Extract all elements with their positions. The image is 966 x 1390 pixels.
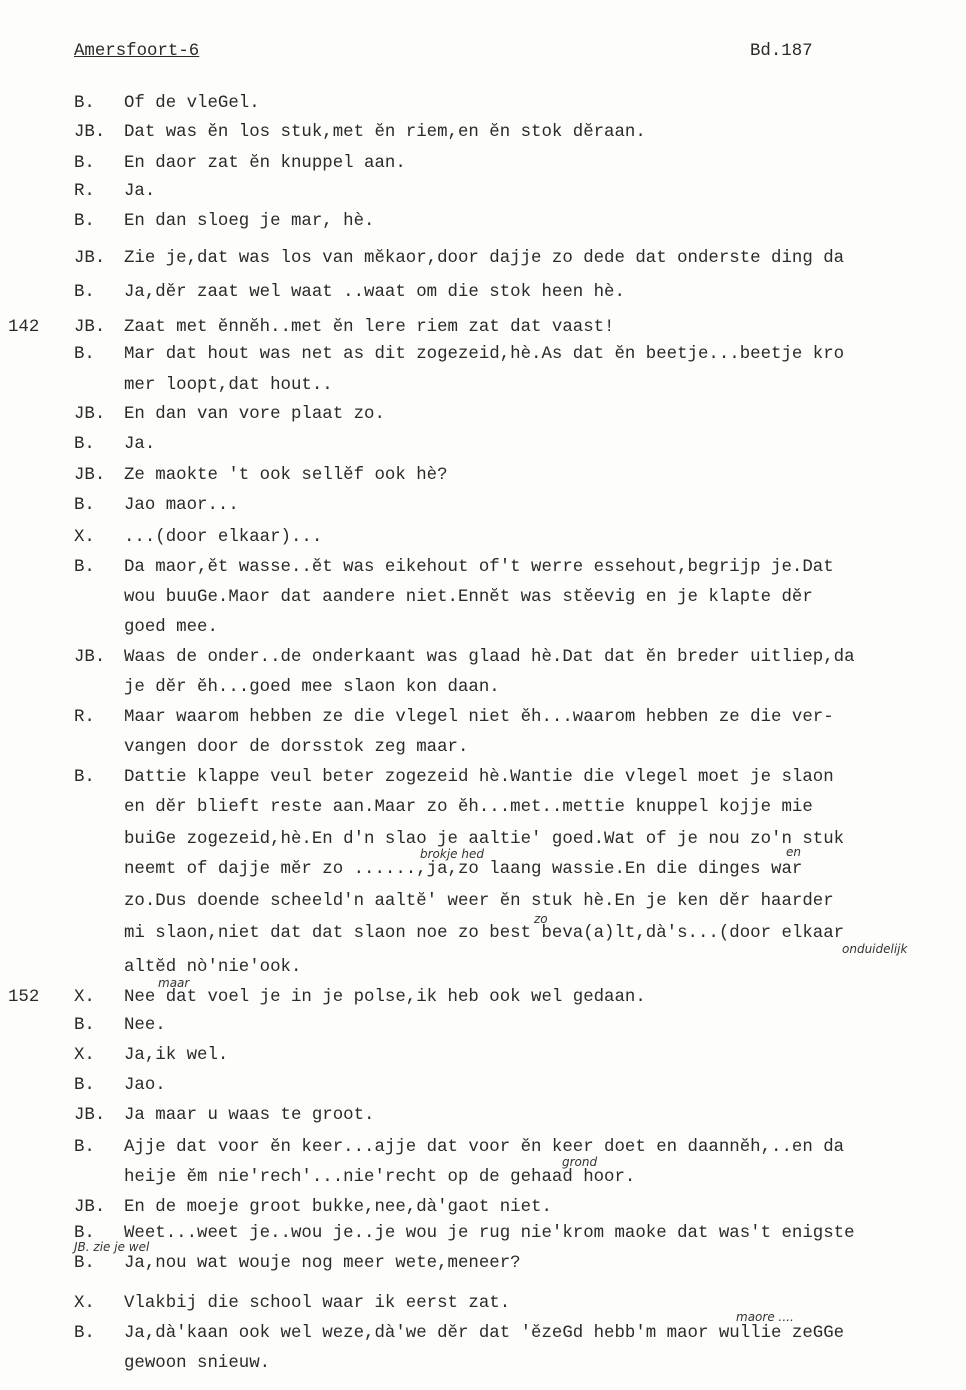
speaker-label: B. — [74, 1016, 95, 1035]
speaker-label: JB. — [74, 1198, 106, 1217]
speaker-label: B. — [74, 1076, 95, 1095]
utterance-text: Ja,ik wel. — [124, 1046, 229, 1065]
transcript-line — [0, 890, 966, 914]
utterance-text: Jao. — [124, 1076, 166, 1095]
utterance-text: Vlakbij die school waar ik eerst zat. — [124, 1294, 511, 1313]
utterance-text: Nee dat voel je in je polse,ik heb ook wel gedaan. — [124, 988, 646, 1007]
transcript-line — [0, 858, 966, 882]
speaker-label: B. — [74, 1324, 95, 1343]
transcript-line — [0, 616, 966, 640]
utterance-text: En dan sloeg je mar, hè. — [124, 212, 375, 231]
transcript-line — [0, 676, 966, 700]
speaker-label: X. — [74, 988, 95, 1007]
speaker-label: B. — [74, 94, 95, 113]
speaker-label: X. — [74, 1294, 95, 1313]
utterance-text: Of de vleGel. — [124, 94, 260, 113]
speaker-label: JB. — [74, 1106, 106, 1125]
utterance-text: Ja. — [124, 435, 156, 454]
handwritten-note: grond — [562, 1155, 598, 1169]
utterance-text: Weet...weet je..wou je..je wou je rug nie'krom maoke dat was't enigste — [124, 1224, 855, 1243]
speaker-label: B. — [74, 558, 95, 577]
utterance-text: neemt of dajje mĕr zo ......,ja,zo laang wassie.En die dinges war — [124, 860, 803, 879]
utterance-text: Maar waarom hebben ze die vlegel niet ĕh...waarom hebben ze die ver- — [124, 708, 834, 727]
transcript-line — [0, 343, 966, 367]
transcript-line — [0, 556, 966, 580]
transcript-line — [0, 316, 966, 340]
utterance-text: Dat was ĕn los stuk,met ĕn riem,en ĕn stok dĕraan. — [124, 123, 646, 142]
transcript-line — [0, 247, 966, 271]
transcript-line — [0, 1014, 966, 1038]
handwritten-note: zo — [534, 912, 548, 926]
transcript-line — [0, 526, 966, 550]
line-number: 142 — [8, 318, 40, 337]
transcript-line — [0, 986, 966, 1010]
speaker-label: JB. — [74, 648, 106, 667]
page-number: Bd.187 — [750, 42, 813, 61]
utterance-text: mer loopt,dat hout.. — [124, 376, 333, 395]
speaker-label: X. — [74, 1046, 95, 1065]
transcript-line — [0, 646, 966, 670]
utterance-text: Zaat met ĕnnĕh..met ĕn lere riem zat dat vaast! — [124, 318, 615, 337]
handwritten-note: maore .... — [736, 1310, 794, 1324]
transcript-line — [0, 464, 966, 488]
utterance-text: En daor zat ĕn knuppel aan. — [124, 154, 406, 173]
transcript-line — [0, 1252, 966, 1276]
handwritten-note: onduidelijk — [842, 942, 908, 956]
transcript-line — [0, 1196, 966, 1220]
speaker-label: JB. — [74, 249, 106, 268]
line-number: 152 — [8, 988, 40, 1007]
handwritten-note: en — [786, 845, 801, 859]
utterance-text: altĕd nò'nie'ook. — [124, 958, 302, 977]
utterance-text: En dan van vore plaat zo. — [124, 405, 385, 424]
speaker-label: B. — [74, 1224, 95, 1243]
utterance-text: Nee. — [124, 1016, 166, 1035]
speaker-label: B. — [74, 345, 95, 364]
speaker-label: JB. — [74, 405, 106, 424]
transcript-line — [0, 152, 966, 176]
transcript-line — [0, 374, 966, 398]
utterance-text: Ja,dà'kaan ook wel weze,dà'we dĕr dat 'ĕzeGd hebb'm maor wullie zeGGe — [124, 1324, 845, 1343]
speaker-label: R. — [74, 708, 95, 727]
utterance-text: zo.Dus doende scheeld'n aaltĕ' weer ĕn stuk hè.En je ken dĕr haarder — [124, 892, 834, 911]
transcript-line — [0, 1136, 966, 1160]
transcript-line — [0, 281, 966, 305]
utterance-text: Waas de onder..de onderkaant was glaad hè.Dat dat ĕn breder uitliep,da — [124, 648, 855, 667]
utterance-text: Dattie klappe veul beter zogezeid hè.Wantie die vlegel moet je slaon — [124, 768, 834, 787]
speaker-label: B. — [74, 283, 95, 302]
transcript-line — [0, 403, 966, 427]
transcript-line — [0, 1166, 966, 1190]
page-header — [74, 42, 826, 66]
handwritten-note: brokje hed — [420, 847, 484, 861]
speaker-label: JB. — [74, 318, 106, 337]
transcript-line — [0, 433, 966, 457]
speaker-label: JB. — [74, 466, 106, 485]
transcript-line — [0, 706, 966, 730]
utterance-text: Ze maokte 't ook sellĕf ook hè? — [124, 466, 448, 485]
transcript-line — [0, 766, 966, 790]
transcript-line — [0, 1044, 966, 1068]
utterance-text: goed mee. — [124, 618, 218, 637]
utterance-text: mi slaon,niet dat dat slaon noe zo best beva(a)lt,dà's...(door elkaar — [124, 924, 845, 943]
utterance-text: En de moeje groot bukke,nee,dà'gaot niet. — [124, 1198, 552, 1217]
transcript-line — [0, 1292, 966, 1316]
utterance-text: Ajje dat voor ĕn keer...ajje dat voor ĕn keer doet en daannĕh,..en da — [124, 1138, 845, 1157]
handwritten-note: maar — [158, 976, 190, 990]
document-title: Amersfoort-6 — [74, 42, 200, 61]
utterance-text: en dĕr blieft reste aan.Maar zo ĕh...met..mettie knuppel kojje mie — [124, 798, 813, 817]
speaker-label: X. — [74, 528, 95, 547]
speaker-label: JB. — [74, 123, 106, 142]
speaker-label: B. — [74, 435, 95, 454]
handwritten-note: JB. zie je wel — [74, 1240, 150, 1254]
transcript-line — [0, 586, 966, 610]
transcript-line — [0, 1352, 966, 1376]
utterance-text: Ja,nou wat wouje nog meer wete,meneer? — [124, 1254, 521, 1273]
transcript-line — [0, 1074, 966, 1098]
utterance-text: heije ĕm nie'rech'...nie'recht op de gehaad hoor. — [124, 1168, 636, 1187]
utterance-text: vangen door de dorsstok zeg maar. — [124, 738, 469, 757]
transcript-line — [0, 210, 966, 234]
speaker-label: B. — [74, 1254, 95, 1273]
utterance-text: buiGe zogezeid,hè.En d'n slao je aaltie' goed.Wat of je nou zo'n stuk — [124, 830, 845, 849]
utterance-text: Da maor,ĕt wasse..ĕt was eikehout of't werre essehout,begrijp je.Dat — [124, 558, 834, 577]
transcript-line — [0, 92, 966, 116]
transcript-line — [0, 180, 966, 204]
speaker-label: B. — [74, 496, 95, 515]
speaker-label: B. — [74, 1138, 95, 1157]
utterance-text: Zie je,dat was los van mĕkaor,door dajje zo dede dat onderste ding da — [124, 249, 845, 268]
speaker-label: B. — [74, 768, 95, 787]
utterance-text: Ja. — [124, 182, 156, 201]
transcript-line — [0, 1104, 966, 1128]
transcript-line — [0, 956, 966, 980]
utterance-text: Mar dat hout was net as dit zogezeid,hè.As dat ĕn beetje...beetje kro — [124, 345, 845, 364]
utterance-text: ...(door elkaar)... — [124, 528, 323, 547]
utterance-text: Ja,dĕr zaat wel waat ..waat om die stok heen hè. — [124, 283, 625, 302]
transcript-line — [0, 796, 966, 820]
transcript-line — [0, 922, 966, 946]
transcript-line — [0, 736, 966, 760]
utterance-text: wou buuGe.Maor dat aandere niet.Ennĕt was stĕevig en je klapte dĕr — [124, 588, 813, 607]
utterance-text: gewoon snieuw. — [124, 1354, 271, 1373]
utterance-text: je dĕr ĕh...goed mee slaon kon daan. — [124, 678, 500, 697]
speaker-label: R. — [74, 182, 95, 201]
utterance-text: Ja maar u waas te groot. — [124, 1106, 375, 1125]
transcript-line — [0, 121, 966, 145]
transcript-line — [0, 1322, 966, 1346]
transcript-line — [0, 494, 966, 518]
utterance-text: Jao maor... — [124, 496, 239, 515]
speaker-label: B. — [74, 212, 95, 231]
speaker-label: B. — [74, 154, 95, 173]
